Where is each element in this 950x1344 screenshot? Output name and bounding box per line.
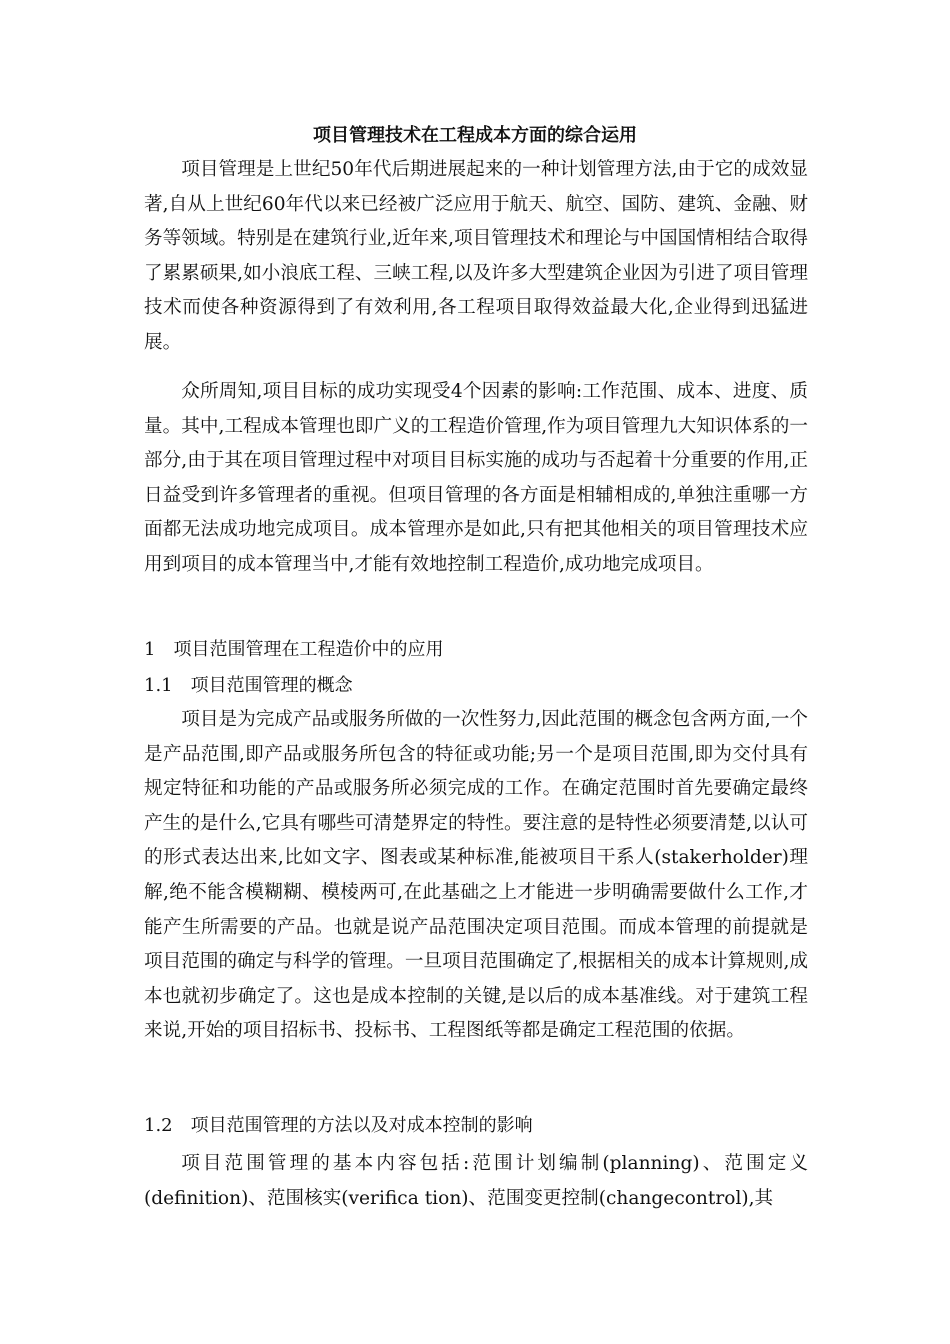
section-1-1-paragraph: 项目是为完成产品或服务所做的一次性努力,因此范围的概念包含两方面,一个是产品范围,即产品或服务所包含的特征或功能;另一个是项目范围,即为交付具有规定特征和功能的产品或服务所必须完成的工作。在确定范围时首先要确定最终产生的是什么,它具有哪些可清楚界定的特性。要注意的是特性必须要清楚,以认可的形式表达出来,比如文字、图表或某种标准,能被项目干系人(stakerholder)理解,绝不能含模糊糊、模棱两可,在此基础之上才能进一步明确需要做什么工作,才能产生所需要的产品。也就是说产品范围决定项目范围。而成本管理的前提就是项目范围的确定与科学的管理。一旦项目范围确定了,根据相关的成本计算规则,成本也就初步确定了。这也是成本控制的关键,是以后的成本基准线。对于建筑工程来说,开始的项目招标书、投标书、工程图纸等都是确定工程范围的依据。 <box>144 709 808 1042</box>
section-1-2-heading: 1.2 项目范围管理的方法以及对成本控制的影响 <box>144 1115 533 1136</box>
intro-paragraph-2: 众所周知,项目目标的成功实现受4个因素的影响:工作范围、成本、进度、质量。其中,工程成本管理也即广义的工程造价管理,作为项目管理九大知识体系的一部分,由于其在项目管理过程中对项目目标实施的成功与否起着十分重要的作用,正日益受到许多管理者的重视。但项目管理的各方面是相辅相成的,单独注重哪一方面都无法成功地完成项目。成本管理亦是如此,只有把其他相关的项目管理技术应用到项目的成本管理当中,才能有效地控制工程造价,成功地完成项目。 <box>144 381 808 575</box>
section-1-1-heading: 1.1 项目范围管理的概念 <box>144 675 353 696</box>
document-title: 项目管理技术在工程成本方面的综合运用 <box>313 125 637 146</box>
section-1-2-paragraph: 项目范围管理的基本内容包括:范围计划编制(planning)、范围定义(definition)、范围核实(verifica tion)、范围变更控制(changecontrol),其 <box>144 1153 808 1209</box>
intro-paragraph-1: 项目管理是上世纪50年代后期进展起来的一种计划管理方法,由于它的成效显著,自从上世纪60年代以来已经被广泛应用于航天、航空、国防、建筑、金融、财务等领域。特别是在建筑行业,近年来,项目管理技术和理论与中国国情相结合取得了累累硕果,如小浪底工程、三峡工程,以及许多大型建筑企业因为引进了项目管理技术而使各种资源得到了有效利用,各工程项目取得效益最大化,企业得到迅猛进展。 <box>144 159 808 353</box>
section-1-heading: 1 项目范围管理在工程造价中的应用 <box>144 639 444 660</box>
